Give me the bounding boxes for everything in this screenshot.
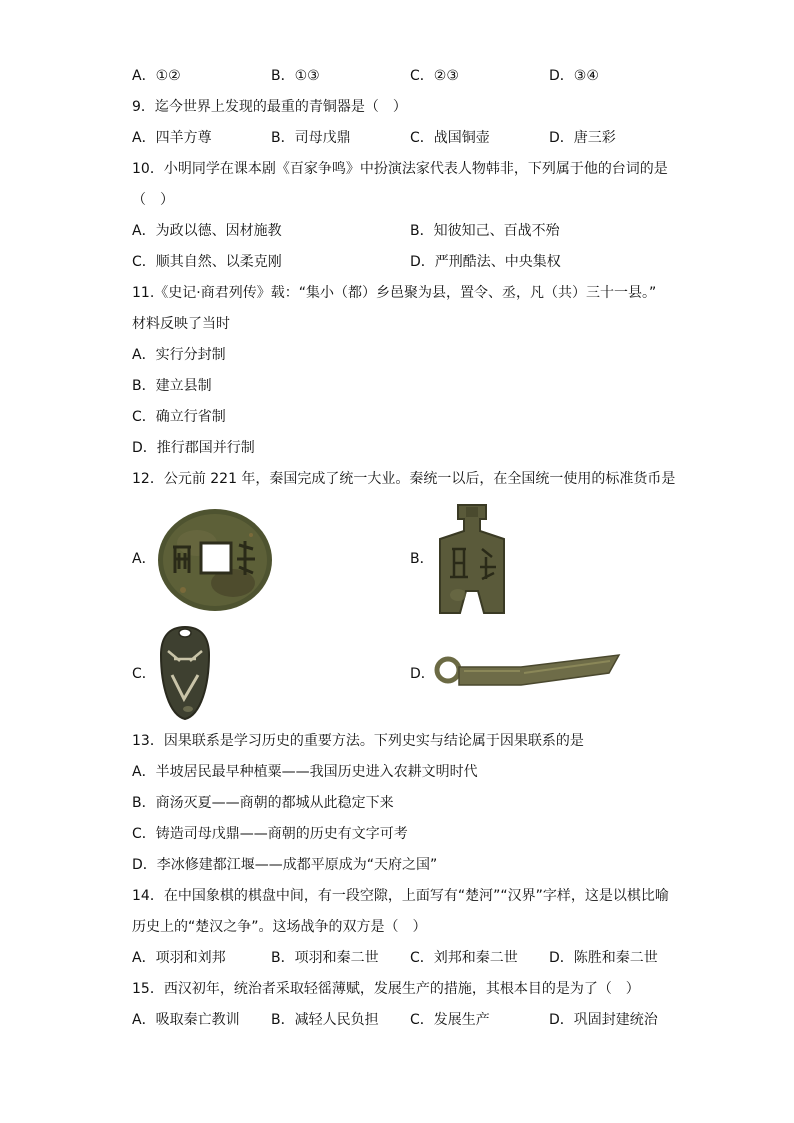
q9-option-b: B．司母戊鼎	[271, 130, 351, 146]
q15-option-b: B．减轻人民负担	[271, 1012, 379, 1028]
q13-option-a: A．半坡居民最早种植粟——我国历史进入农耕文明时代	[132, 764, 478, 780]
q12-option-b-label: B．	[410, 551, 434, 567]
ban-liang-coin-image	[153, 505, 277, 619]
q14-option-a: A．项羽和刘邦	[132, 950, 226, 966]
q11-option-c: C．确立行省制	[132, 409, 226, 425]
q13-option-c: C．铸造司母戊鼎——商朝的历史有文字可考	[132, 826, 408, 842]
q10-option-b: B．知彼知己、百战不殆	[410, 223, 560, 239]
q15-option-d: D．巩固封建统治	[549, 1012, 658, 1028]
q15-option-c: C．发展生产	[410, 1012, 490, 1028]
spade-coin-image	[436, 503, 512, 619]
q13-stem: 13．因果联系是学习历史的重要方法。下列史实与结论属于因果联系的是	[132, 733, 584, 749]
q12-option-d-label: D．	[410, 666, 435, 682]
ant-nose-coin-image	[158, 625, 212, 725]
q13-option-b: B．商汤灭夏——商朝的都城从此稳定下来	[132, 795, 394, 811]
q10-option-d: D．严刑酷法、中央集权	[410, 254, 561, 270]
q8-option-b: B．①③	[271, 68, 320, 84]
q11-option-b: B．建立县制	[132, 378, 212, 394]
q13-option-d: D．李冰修建都江堰——成都平原成为“天府之国”	[132, 857, 438, 873]
q10-option-c: C．顺其自然、以柔克刚	[132, 254, 282, 270]
q10-stem-line2: （ ）	[132, 192, 174, 208]
q10-option-a: A．为政以德、因材施教	[132, 223, 282, 239]
q14-option-c: C．刘邦和秦二世	[410, 950, 518, 966]
q15-stem: 15．西汉初年，统治者采取轻徭薄赋，发展生产的措施，其根本目的是为了（ ）	[132, 981, 640, 997]
q14-stem-line1: 14．在中国象棋的棋盘中间，有一段空隙，上面写有“楚河”“汉界”字样，这是以棋比喻	[132, 888, 669, 904]
q8-option-d: D．③④	[549, 68, 599, 84]
q8-option-c: C．②③	[410, 68, 459, 84]
q9-option-d: D．唐三彩	[549, 130, 616, 146]
q11-stem-line2: 材料反映了当时	[132, 316, 230, 332]
q11-option-a: A．实行分封制	[132, 347, 226, 363]
q9-stem: 9．迄今世界上发现的最重的青铜器是（ ）	[132, 99, 407, 115]
q8-option-a: A．①②	[132, 68, 181, 84]
q9-option-c: C．战国铜壶	[410, 130, 490, 146]
q11-stem-line1: 11.《史记·商君列传》载：“集小（都）乡邑聚为县，置令、丞，凡（共）三十一县。”	[132, 285, 657, 301]
q12-stem: 12．公元前 221 年，秦国完成了统一大业。秦统一以后，在全国统一使用的标准货币是	[132, 471, 676, 487]
q11-option-d: D．推行郡国并行制	[132, 440, 255, 456]
q15-option-a: A．吸取秦亡教训	[132, 1012, 240, 1028]
q10-stem-line1: 10．小明同学在课本剧《百家争鸣》中扮演法家代表人物韩非，下列属于他的台词的是	[132, 161, 668, 177]
q14-stem-line2: 历史上的“楚汉之争”。这场战争的双方是（ ）	[132, 919, 427, 935]
q14-option-d: D．陈胜和秦二世	[549, 950, 658, 966]
q14-option-b: B．项羽和秦二世	[271, 950, 379, 966]
q9-option-a: A．四羊方尊	[132, 130, 212, 146]
q12-option-a-label: A．	[132, 551, 156, 567]
q12-option-c-label: C．	[132, 666, 156, 682]
knife-coin-image	[434, 651, 624, 697]
